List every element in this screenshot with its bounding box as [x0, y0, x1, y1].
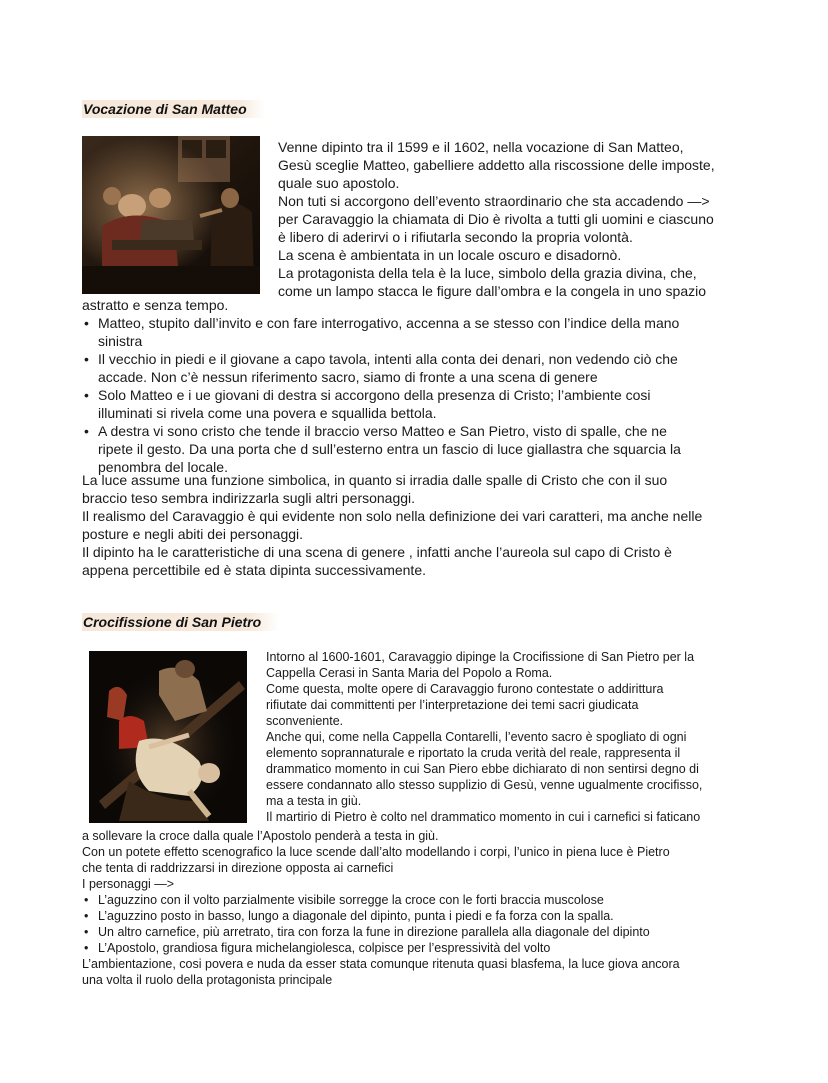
text-line: La protagonista della tela è la luce, simbolo della grazia divina, che, — [278, 265, 697, 281]
list-item — [82, 940, 650, 956]
text-line: è libero di aderirvi o i rifiutarla secondo la propria volontà. — [278, 229, 633, 245]
text-line: posture e negli abiti dei personaggi. — [82, 526, 304, 542]
text-line: quale suo apostolo. — [278, 175, 400, 191]
crocifissione-bullet-list — [82, 892, 650, 956]
crocifissione-body-text — [82, 828, 670, 892]
text-line: ripete il gesto. Da una porta che d sull’esterno entra un fascio di luce giallastra che squarcia la — [98, 441, 681, 457]
text-line: • L’Apostolo, grandiosa figura michelangiolesca, colpisce per l’espressività del volto — [98, 941, 551, 955]
painting-crocifissione-di-san-pietro — [89, 651, 247, 823]
painting-vocazione-di-san-matteo — [82, 136, 260, 294]
crocifissione-intro-text — [266, 649, 702, 825]
text-line: ma a testa in giù. — [266, 794, 362, 808]
text-line: Il martirio di Pietro è colto nel drammatico momento in cui i carnefici si faticano — [266, 810, 701, 824]
text-line: appena percettibile ed è stata dipinta successivamente. — [82, 562, 426, 578]
text-line: Non tuti si accorgono dell’evento straordinario che sta accadendo —> — [278, 193, 710, 209]
section-heading-crocifissione: Crocifissione di San Pietro — [82, 613, 279, 631]
text-line: a sollevare la croce dalla quale l’Apostolo penderà a testa in giù. — [82, 829, 439, 843]
text-line: I personaggi —> — [82, 877, 175, 891]
text-line: Come questa, molte opere di Caravaggio furono contestate o addirittura — [266, 682, 664, 696]
text-line: astratto e senza tempo. — [82, 297, 229, 313]
text-line: Gesù sceglie Matteo, gabelliere addetto alla riscossione delle imposte, — [278, 157, 715, 173]
text-line: sconveniente. — [266, 714, 344, 728]
text-line: L’ambientazione, cosi povera e nuda da esser stata comunque ritenuta quasi blasfema, la luce giova ancora — [82, 957, 680, 971]
text-line: penombra del locale. — [98, 459, 228, 475]
vocazione-bullet-list — [82, 314, 681, 476]
text-line: essere condannato allo stesso supplizio di Gesù, venne ugualmente crocifisso, — [266, 778, 703, 792]
text-line: • Un altro carnefice, più arretrato, tira con forza la fune in direzione parallela alla diagonale del dipinto — [98, 925, 650, 939]
list-item — [82, 422, 681, 476]
text-line: illuminati si rivela come una povera e squallida bettola. — [98, 405, 437, 421]
text-line: • Il vecchio in piedi e il giovane a capo tavola, intenti alla conta dei denari, non vedendo ciò che — [98, 351, 678, 367]
list-item — [82, 350, 681, 386]
text-line: elemento soprannaturale e riportato la cruda verità del reale, rappresenta il — [266, 746, 681, 760]
text-line: Con un potete effetto scenografico la luce scende dall’alto modellando i corpi, l’unico in piena luce è Pietro — [82, 845, 670, 859]
list-item — [82, 314, 681, 350]
list-item — [82, 924, 650, 940]
text-line: accade. Non c’è nessun riferimento sacro, siamo di fronte a una scena di genere — [98, 369, 598, 385]
text-line: • L’aguzzino posto in basso, lungo a diagonale del dipinto, punta i piedi e fa forza con la spalla. — [98, 909, 614, 923]
list-item — [82, 892, 650, 908]
text-line: come un lampo stacca le figure dall’ombra e la congela in uno spazio — [278, 283, 707, 299]
list-item — [82, 386, 681, 422]
text-line: La scena è ambientata in un locale oscuro e disadornò. — [278, 247, 622, 263]
text-line: • Matteo, stupito dall’invito e con fare interrogativo, accenna a se stesso con l’indice della mano — [98, 315, 680, 331]
text-line: sinistra — [98, 333, 143, 349]
crocifissione-closing-text — [82, 956, 680, 988]
text-line: drammatico momento in cui San Piero ebbe dichiarato di non sentirsi degno di — [266, 762, 699, 776]
text-line: La luce assume una funzione simbolica, in quanto si irradia dalle spalle di Cristo che con il suo — [82, 472, 668, 488]
text-line: Venne dipinto tra il 1599 e il 1602, nella vocazione di San Matteo, — [278, 139, 684, 155]
text-line: Il realismo del Caravaggio è qui evidente non solo nella definizione dei vari caratteri, ma anche nelle — [82, 508, 703, 524]
text-line: • A destra vi sono cristo che tende il braccio verso Matteo e San Pietro, visto di spalle, che ne — [98, 423, 667, 439]
vocazione-closing-text — [82, 471, 702, 579]
text-line: una volta il ruolo della protagonista principale — [82, 973, 333, 987]
vocazione-intro-text — [278, 138, 715, 300]
section-heading-vocazione: Vocazione di San Matteo — [82, 100, 265, 118]
text-line: rifiutate dai committenti per l’interpretazione dei temi sacri giudicata — [266, 698, 639, 712]
text-line: Cappella Cerasi in Santa Maria del Popolo a Roma. — [266, 666, 553, 680]
text-line: • Solo Matteo e i ue giovani di destra si accorgono della presenza di Cristo; l’ambiente cosi — [98, 387, 651, 403]
text-line: • L’aguzzino con il volto parzialmente visibile sorregge la croce con le forti braccia muscolose — [98, 893, 604, 907]
text-line: per Caravaggio la chiamata di Dio è rivolta a tutti gli uomini e ciascuno — [278, 211, 714, 227]
text-line: Il dipinto ha le caratteristiche di una scena di genere , infatti anche l’aureola sul capo di Cristo è — [82, 544, 672, 560]
painting-vocazione-image — [82, 136, 260, 294]
painting-crocifissione-image — [89, 651, 247, 823]
text-line: che tenta di raddrizzarsi in direzione opposta ai carnefici — [82, 861, 394, 875]
vocazione-intro-tail — [82, 296, 228, 314]
text-line: Intorno al 1600-1601, Caravaggio dipinge la Crocifissione di San Pietro per la — [266, 650, 695, 664]
text-line: Anche qui, come nella Cappella Contarelli, l’evento sacro è spogliato di ogni — [266, 730, 687, 744]
text-line: braccio teso sembra indirizzarla sugli altri personaggi. — [82, 490, 416, 506]
list-item — [82, 908, 650, 924]
